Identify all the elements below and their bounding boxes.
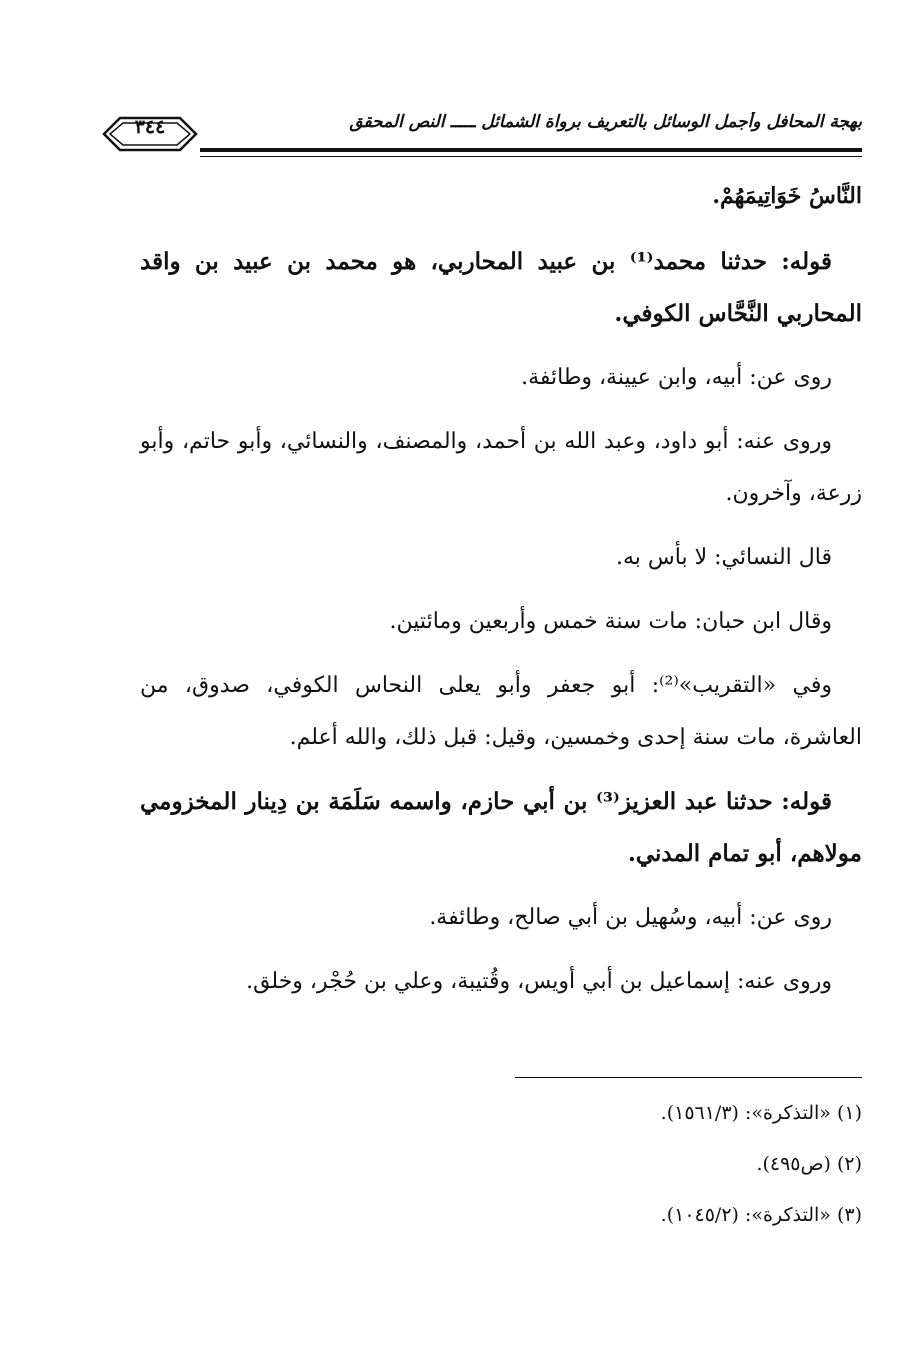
main-text [140, 170, 862, 1020]
footnote-separator [515, 1077, 862, 1078]
paragraph-narrated-by: وروى عنه: أبو داود، وعبد الله بن أحمد، والمصنف، والنسائي، وأبو حاتم، وأبو زرعة، وآخرون. [140, 429, 862, 506]
paragraph-hadith-end: النَّاسُ خَوَاتِيمَهُمْ. [712, 183, 862, 209]
paragraph-narrated-by-2: وروى عنه: إسماعيل بن أبي أويس، وقُتيبة، وعلي بن حُجْر، وخلق. [246, 969, 832, 994]
footnote-1: (١) «التذكرة»: (١٥٦١/٣). [660, 1102, 862, 1124]
header-rule-thin [200, 156, 862, 157]
footnote-2: (٢) (ص٤٩٥). [756, 1153, 862, 1175]
running-title: بهجة المحافل وأجمل الوسائل بالتعريف برواة الشمائل ـــــ النص المحقق [349, 112, 862, 132]
paragraph-ibn-hibban: وقال ابن حبان: مات سنة خمس وأربعين ومائتين. [389, 609, 832, 634]
paragraph-narrated-from-2: روى عن: أبيه، وسُهيل بن أبي صالح، وطائفة. [429, 905, 832, 930]
paragraph-narrator-2-heading: قوله: حدثنا عبد العزيز⁽³⁾ بن أبي حازم، واسمه سَلَمَة بن دِينار المخزومي مولاهم، أبو تمام المدني. [140, 788, 862, 867]
paragraph-taqrib: وفي «التقريب»⁽²⁾: أبو جعفر وأبو يعلى النحاس الكوفي، صدوق، من العاشرة، مات سنة إحدى وخمسين، وقيل: قبل ذلك، والله أعلم. [140, 673, 862, 750]
header-rule [200, 148, 862, 152]
page-header [100, 108, 862, 158]
paragraph-narrated-from: روى عن: أبيه، وابن عيينة، وطائفة. [521, 365, 832, 390]
footnote-3: (٣) «التذكرة»: (١٠٤٥/٢). [660, 1204, 862, 1226]
page-number: ٣٤٤ [134, 116, 166, 138]
paragraph-nasai: قال النسائي: لا بأس به. [616, 545, 832, 570]
paragraph-narrator-1-heading: قوله: حدثنا محمد⁽¹⁾ بن عبيد المحاربي، هو محمد بن عبيد بن واقد المحاربي النَّحَّاس الكوفي. [140, 248, 862, 327]
footnotes [400, 1088, 862, 1241]
